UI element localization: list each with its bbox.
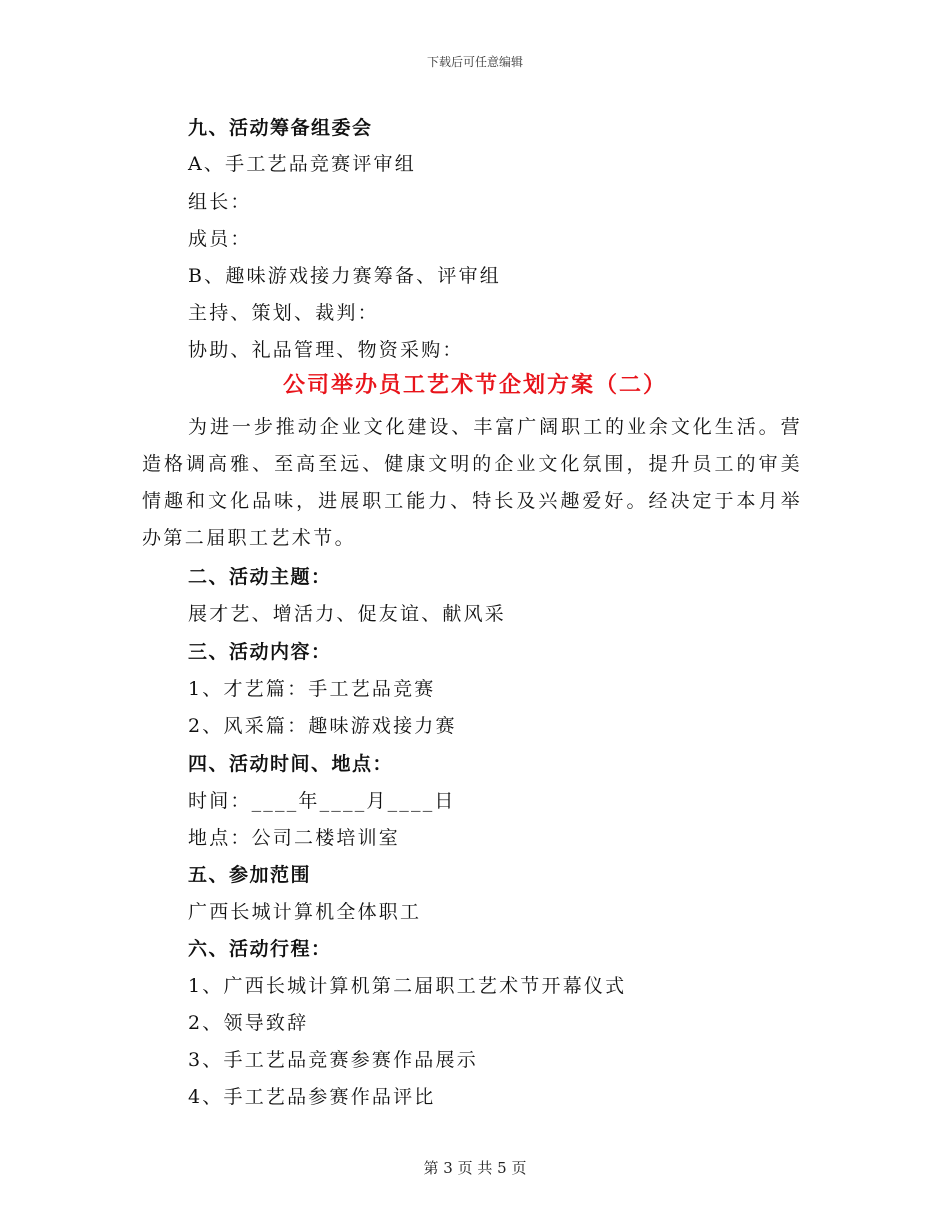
document-title: 公司举办员工艺术节企划方案（二） xyxy=(282,373,667,398)
section-heading-schedule: 六、活动行程： xyxy=(188,938,332,960)
section-heading-committee: 九、活动筹备组委会 xyxy=(188,117,373,139)
scope-text: 广西长城计算机全体职工 xyxy=(188,901,422,923)
time-text: 时间：____年____月____日 xyxy=(188,790,456,812)
schedule-item: 3、手工艺品竞赛参赛作品展示 xyxy=(188,1049,478,1071)
section-heading-scope: 五、参加范围 xyxy=(188,864,312,886)
schedule-item: 1、广西长城计算机第二届职工艺术节开幕仪式 xyxy=(188,975,627,997)
section-heading-content: 三、活动内容： xyxy=(188,641,332,663)
theme-text: 展才艺、增活力、促友谊、献风采 xyxy=(188,603,507,625)
section-heading-time-place: 四、活动时间、地点： xyxy=(188,753,394,775)
page-header: 下载后可任意编辑 xyxy=(426,55,523,69)
intro-paragraph: 为进一步推动企业文化建设、丰富广阔职工的业余文化生活。营造格调高雅、至高至远、健康文明的企业文化氛围，提升员工的审美情趣和文化品味，进展职工能力、特长及兴趣爱好。经决定于本月举办第二届职工艺术节。 xyxy=(142,416,802,549)
committee-item: A、手工艺品竞赛评审组 xyxy=(188,153,416,175)
schedule-item: 4、手工艺品参赛作品评比 xyxy=(188,1086,436,1108)
schedule-item: 2、领导致辞 xyxy=(188,1012,309,1034)
section-heading-theme: 二、活动主题： xyxy=(188,566,332,588)
committee-item: 主持、策划、裁判： xyxy=(188,302,379,324)
committee-item: 成员： xyxy=(188,228,252,250)
content-item: 2、风采篇：趣味游戏接力赛 xyxy=(188,715,457,737)
content-item: 1、才艺篇：手工艺品竞赛 xyxy=(188,678,436,700)
committee-item: B、趣味游戏接力赛筹备、评审组 xyxy=(188,265,501,287)
committee-item: 组长： xyxy=(188,191,252,213)
page-footer: 第 3 页 共 5 页 xyxy=(423,1159,527,1177)
place-text: 地点：公司二楼培训室 xyxy=(188,827,401,849)
committee-item: 协助、礼品管理、物资采购： xyxy=(188,339,464,361)
